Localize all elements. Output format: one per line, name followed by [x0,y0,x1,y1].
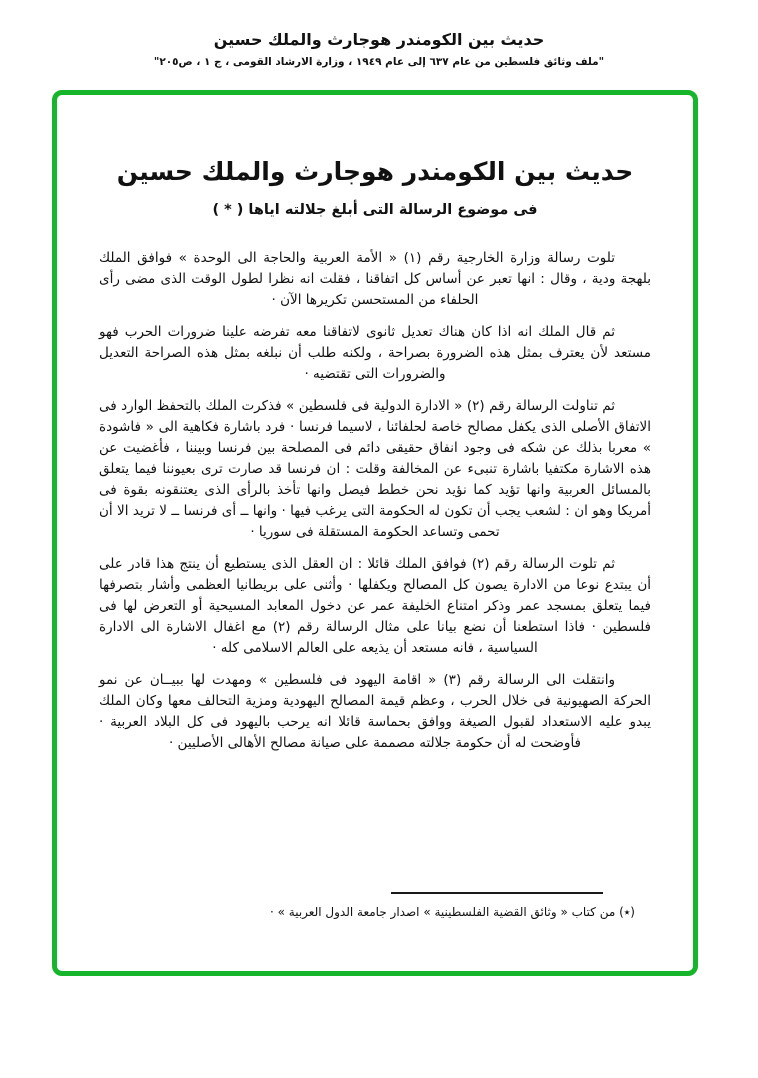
paragraph-3: ثم تناولت الرسالة رقم (٢) « الادارة الدولية فى فلسطين » فذكرت الملك بالتحفظ الوارد فى الاتفاق الأصلى الذى يكفل مصالح خاصة لحلفائنا ، لاسيما فرنسا · فرد باشارة فكاهية الى « فاشودة » معربا بذلك عن شكه فى وجود انفاق حقيقى دائم فى المصلحة بين فرنسا وبيننا ، فأغضيت عن هذه الاشارة مكتفيا باشارة تنبىء عن المخالفة وقلت : ان فرنسا قد صارت ترى بعيوننا فيما يتعلق بالمسائل العربية وانها تؤيد كما نؤيد نحن خطط فيصل وانها تأخذ بالرأى الذى يعتنقونه بقوة فى أمريكا وهو ان : لشعب يجب أن تكون له الحكومة التى يرغب فيها · وانها ــ أى فرنسا ــ لا تريد الا أن تحمى وتساعد الحكومة المستقلة فى سوريا · [99,398,651,540]
paragraph-1: تلوت رسالة وزارة الخارجية رقم (١) « الأمة العربية والحاجة الى الوحدة » فوافق الملك بلهجة ودية ، وقال : انها تعبر عن أساس كل اتفاقنا ، فقلت انه نظرا لطول الوقت الذى مضى رأى الحلفاء من المستحسن تكريرها الآن · [99,250,651,308]
paragraph-5: وانتقلت الى الرسالة رقم (٣) « اقامة اليهود فى فلسطين » ومهدت لها ببيــان عن نمو الحركة الصهيونية فى خلال الحرب ، وعظم قيمة المصالح اليهودية ومزية التحالف معها وكان الملك يبدو عليه الاستعداد لقبول الصيغة ووافق بحماسة قائلا انه يرحب باليهود فى كل البلاد العربية · فأوضحت له أن حكومة جلالته مصممة على صيانة مصالح الأهالى الأصليين · [99,672,651,751]
document-subtitle: فى موضوع الرسالة التى أبلغ جلالته اياها ( * ) [212,202,538,218]
paragraph-2: ثم قال الملك انه اذا كان هناك تعديل ثانوى لاتفاقنا معه تفرضه علينا ضرورات الحرب فهو مستعد لأن يعترف بمثل هذه الضرورة بصراحة ، ولكنه طلب أن نبلغه بمثل هذه الصراحة التعديل والضرورات التى تقتضيه · [99,324,651,382]
header-source-line: "ملف وثائق فلسطين من عام ٦٣٧ إلى عام ١٩٤٩ ، وزارة الارشاد القومى ، ج ١ ، ص٢٠٥" [153,56,605,68]
footnote-divider [391,892,603,894]
document-title: حديث بين الكومندر هوجارث والملك حسين [116,157,634,186]
footnote-text: (٭) من كتاب « وثائق القضية الفلسطينية » اصدار جامعة الدول العربية » · [270,905,635,919]
header-title: حديث بين الكومندر هوجارث والملك حسين [213,30,545,49]
document-frame [52,90,698,976]
footnote-area [99,892,651,919]
page-header [0,30,758,68]
document-body [99,248,651,754]
document-page [57,95,693,971]
paragraph-4: ثم تلوت الرسالة رقم (٢) فوافق الملك قائلا : ان العقل الذى يستطيع أن ينتج هذا قادر على أن يبتدع نوعا من الادارة يصون كل المصالح ويكفلها · وأثنى على بريطانيا العظمى وأشار بتصرفها فيما يتعلق بمسجد عمر وذكر امتناع الخليفة عمر عن دخول المعابد المسيحية أو التعرض لها فى فلسطين · فاذا استطعنا أن نضع بيانا على مثال الرسالة رقم (٢) مع اغفال الاشارة الى الادارة السياسية ، فانه مستعد أن يذيعه على العالم الاسلامى كله · [99,556,651,656]
